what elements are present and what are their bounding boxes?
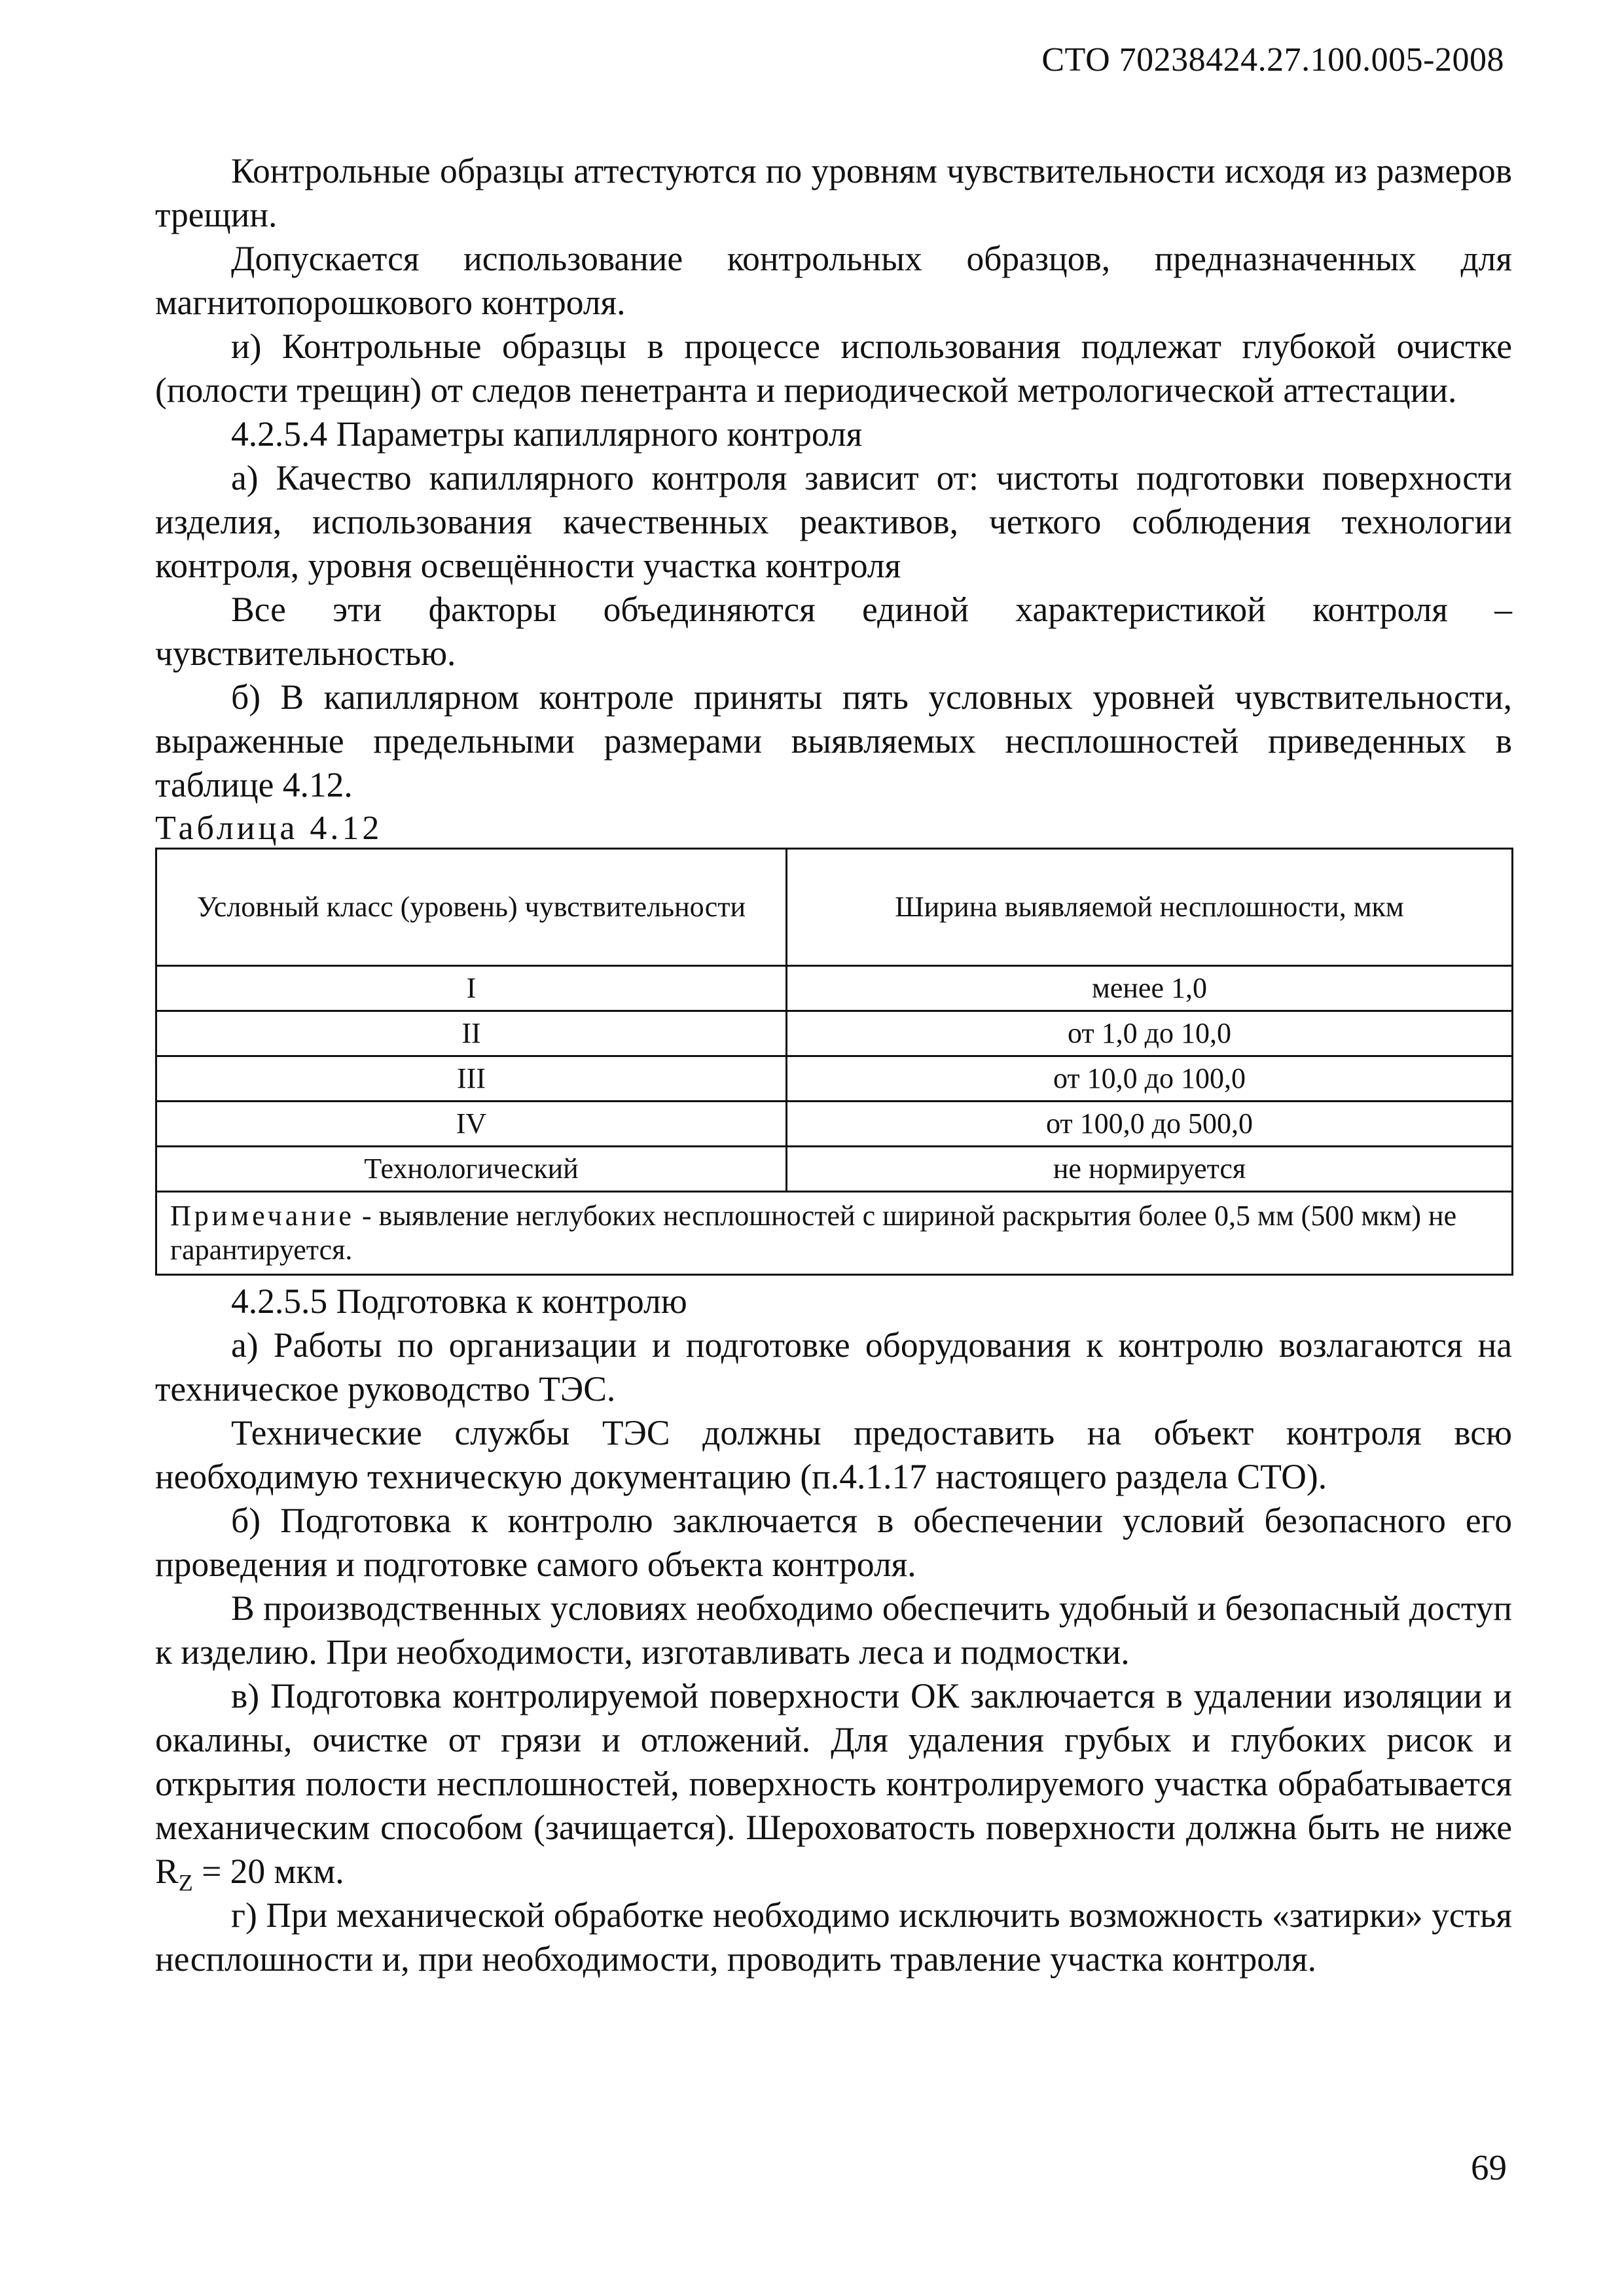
- paragraph: Контрольные образцы аттестуются по уровням чувствительности исходя из размеров трещин.: [155, 151, 1512, 234]
- table-cell-width: от 100,0 до 500,0: [787, 1102, 1513, 1147]
- table-row: [156, 966, 1513, 1011]
- table-note: [156, 1192, 1513, 1275]
- table-row: [156, 1102, 1513, 1147]
- table-cell-width: не нормируется: [787, 1147, 1513, 1192]
- paragraph: а) Работы по организации и подготовке оборудования к контролю возлагаются на техническое руководство ТЭС.: [155, 1325, 1512, 1408]
- sensitivity-table: [155, 848, 1513, 1276]
- table-cell-width: менее 1,0: [787, 966, 1513, 1011]
- paragraph-roughness: [155, 1674, 1512, 1896]
- paragraph: и) Контрольные образцы в процессе использования подлежат глубокой очистке (полости трещин) от следов пенетранта и периодической метрологической аттестации.: [155, 327, 1512, 410]
- table-cell-class: II: [156, 1011, 787, 1056]
- page-body: [155, 149, 1512, 1981]
- section-heading-4-2-5-4: 4.2.5.4 Параметры капиллярного контроля: [231, 414, 863, 454]
- table-cell-width: от 10,0 до 100,0: [787, 1056, 1513, 1102]
- table-note-label: Примечание: [170, 1200, 355, 1232]
- paragraph: Допускается использование контрольных образцов, предназначенных для магнитопорошкового контроля.: [155, 239, 1512, 322]
- subscript: Z: [178, 1869, 193, 1896]
- paragraph: а) Качество капиллярного контроля зависит от: чистоты подготовки поверхности изделия, использования качественных реактивов, четкого соблюдения технологии контроля, уровня освещённости участка контроля: [155, 458, 1512, 585]
- table-cell-class: Технологический: [156, 1147, 787, 1192]
- paragraph: В производственных условиях необходимо обеспечить удобный и безопасный доступ к изделию. При необходимости, изготавливать леса и подмостки.: [155, 1588, 1512, 1672]
- table-note-text: - выявление неглубоких несплошностей с шириной раскрытия более 0,5 мм (500 мкм) не гарантируется.: [170, 1200, 1457, 1266]
- table-cell-class: I: [156, 966, 787, 1011]
- paragraph-text: = 20 мкм.: [192, 1852, 344, 1891]
- table-cell-width: от 1,0 до 10,0: [787, 1011, 1513, 1056]
- paragraph: г) При механической обработке необходимо исключить возможность «затирки» устья несплошности и, при необходимости, проводить травление участка контроля.: [155, 1895, 1512, 1979]
- table-row: [156, 1011, 1513, 1056]
- table-row: [156, 1147, 1513, 1192]
- paragraph: б) В капиллярном контроле приняты пять условных уровней чувствительности, выраженные предельными размерами выявляемых несплошностей приведенных в таблице 4.12.: [155, 677, 1512, 804]
- paragraph: Технические службы ТЭС должны предоставить на объект контроля всю необходимую техническую документацию (п.4.1.17 настоящего раздела СТО).: [155, 1413, 1512, 1496]
- table-header-row: [156, 849, 1513, 966]
- table-row: [156, 1056, 1513, 1102]
- table-caption: Таблица 4.12: [155, 810, 383, 847]
- table-header-cell: Условный класс (уровень) чувствительности: [156, 849, 787, 966]
- table-cell-class: IV: [156, 1102, 787, 1147]
- document-code-header: СТО 70238424.27.100.005-2008: [1041, 41, 1504, 79]
- table-note-row: [156, 1192, 1513, 1275]
- paragraph: Все эти факторы объединяются единой характеристикой контроля – чувствительностью.: [155, 590, 1512, 673]
- section-heading-4-2-5-5: 4.2.5.5 Подготовка к контролю: [231, 1282, 687, 1321]
- table-cell-class: III: [156, 1056, 787, 1102]
- paragraph: б) Подготовка к контролю заключается в обеспечении условий безопасного его проведения и подготовке самого объекта контроля.: [155, 1501, 1512, 1584]
- paragraph-text: в) Подготовка контролируемой поверхности ОК заключается в удалении изоляции и окалины, очистке от грязи и отложений. Для удаления грубых и глубоких рисок и открытия полости несплошностей, поверхность контролируемого участка обрабатывается механическим способом (зачищается). Шероховатость поверхности должна быть не ниже R: [155, 1676, 1512, 1891]
- table-header-cell: Ширина выявляемой несплошности, мкм: [787, 849, 1513, 966]
- page-number: 69: [1471, 2147, 1507, 2187]
